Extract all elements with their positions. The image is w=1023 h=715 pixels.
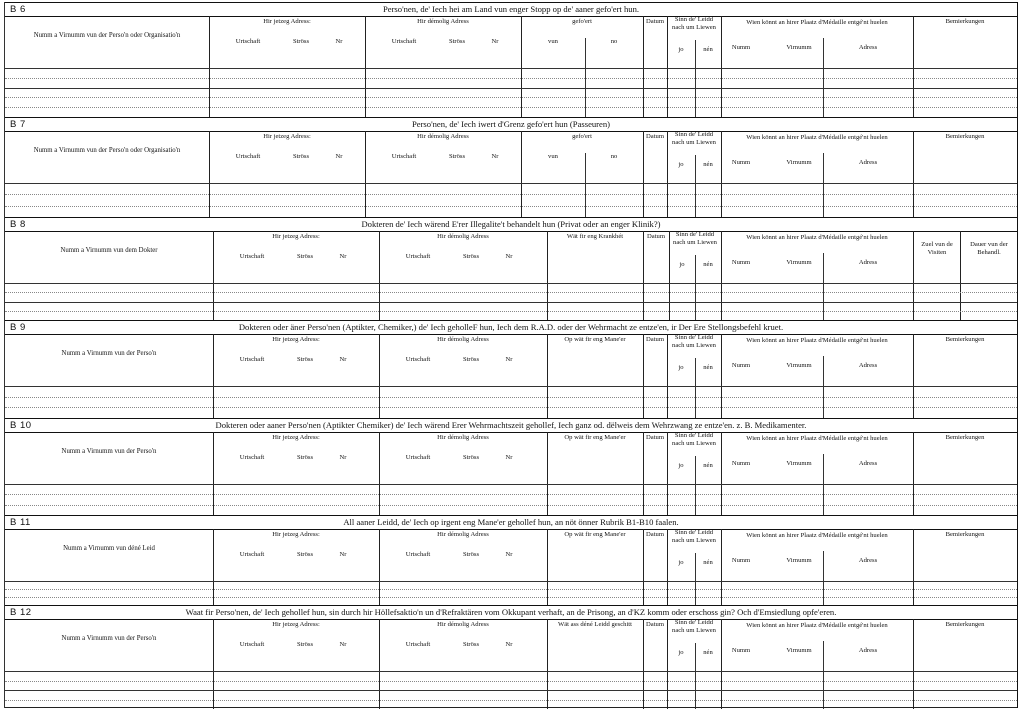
section-b10 [5,418,1017,515]
section-title: Dokteren de' Iech wärend E'rer Illegalite't behandelt hun (Privat oder an enger Klinik?) [361,219,661,229]
section-code: B 11 [10,517,31,528]
col-date: Datum [646,621,664,628]
column-divider [643,529,644,605]
col-medal: Wien könnt an hirer Plaatz d'Médaille entgé'nt huelen [746,234,888,241]
column-divider [913,16,914,117]
column-divider [379,432,380,515]
column-divider [643,131,644,217]
row-divider [5,283,1017,284]
col-town-former: Urtschaft [391,153,417,160]
col-name-header: Numm a Virnumm vun der Perso'n [61,635,157,642]
row-divider [5,690,1017,691]
col-nr: Nr [339,551,347,558]
row-divider [5,386,1017,387]
column-divider [913,432,914,515]
column-divider [547,334,548,418]
col-remarks: Bemierkungen [945,18,985,25]
col-street-former: Ströss [448,153,466,160]
col-name-header: Numm a Virnumm vun der Perso'n oder Organisatio'n [33,147,181,154]
column-divider [913,619,914,709]
col-date: Datum [646,531,664,538]
section-code: B 9 [10,322,26,333]
col-former-address: Hir démolig Adress [437,434,489,441]
col-street: Ströss [296,641,314,648]
col-medal-address: Adress [858,647,878,654]
column-divider [213,529,214,605]
col-medal-address: Adress [858,159,878,166]
col-street-former: Ströss [462,253,480,260]
col-town-former: Urtschaft [391,38,417,45]
column-divider [643,619,644,709]
column-divider [721,529,722,605]
column-divider [721,231,722,320]
section-title: All aaner Leidd, de' Iech op irgent eng Mane'er gehollef hun, an nöt önner Rubrik B1-B10 faalen. [343,517,679,527]
col-street-former: Ströss [462,641,480,648]
section-title: Dokteren oder aaner Perso'nen (Aptikter Chemiker) de' Iech wärend Erer Wehrmachtszeit gehollef, Iech ganz od. dëlweis dem Wehrzwang ze entze'en. z. B. Medikamenter. [215,420,807,430]
col-middle: Op wät fir eng Mane'er [564,531,626,538]
col-from: vun [548,153,558,160]
column-divider [913,334,914,418]
col-middle: Wät fir eng Krankhét [566,233,624,240]
col-nr: Nr [335,153,343,160]
section-header [5,2,1017,17]
col-town-former: Urtschaft [405,253,431,260]
dotted-entry-line [5,589,1017,590]
col-medal: Wien könnt an hirer Plaatz d'Médaille entgé'nt huelen [746,19,888,26]
col-name-header: Numm a Virnumm vun der Perso'n oder Organisatio'n [33,32,181,39]
col-former-address: Hir démolig Adress [437,233,489,240]
column-divider [365,131,366,217]
form-sheet [4,2,1018,708]
row-divider [5,302,1017,303]
col-remarks: Bemierkungen [945,531,985,538]
dotted-entry-line [5,597,1017,598]
column-divider [667,16,668,117]
col-medal-firstname: Virnumm [786,159,812,166]
column-divider [379,619,380,709]
col-name-header: Numm a Virnumm vun der Perso'n [61,448,157,455]
section-code: B 12 [10,607,32,618]
col-middle: Op wät fir eng Mane'er [564,434,626,441]
col-former-address: Hir démolig Adress [437,531,489,538]
col-current-address: Hir jetzeg Adress: [272,531,320,538]
col-nr-former: Nr [505,641,513,648]
col-medal-name: Numm [731,647,751,654]
col-to: no [610,153,618,160]
column-divider [667,619,668,709]
col-medal-address: Adress [858,44,878,51]
col-nr: Nr [339,454,347,461]
col-nr: Nr [339,641,347,648]
col-medal-firstname: Virnumm [786,44,812,51]
dotted-entry-line [5,505,1017,506]
column-divider [721,16,722,117]
column-divider [547,529,548,605]
col-remarks: Bemierkungen [945,133,985,140]
section-code: B 6 [10,4,26,15]
col-no: nén [703,559,713,566]
section-title: Dokteren oder äner Perso'nen (Aptikter, Chemiker,) de' Iech geholleF hun, Iech dem R.A.D. oder der Wehrmacht ze entze'en, ir Der Ere Stellongsbefehl kruet. [238,322,784,332]
col-no: nén [703,161,713,168]
col-nr-former: Nr [505,253,513,260]
col-medal-firstname: Virnumm [786,259,812,266]
section-b11 [5,515,1017,605]
col-nr-former: Nr [491,153,499,160]
section-title: Perso'nen, de' Iech hei am Land vun enger Stopp op de' aaner gefo'ert hun. [382,4,640,14]
col-town: Urtschaft [239,253,265,260]
col-yes: jo [678,161,684,168]
dotted-entry-line [5,107,1017,108]
column-divider [379,529,380,605]
section-b8 [5,217,1017,320]
col-current-address: Hir jetzeg Adress: [272,434,320,441]
col-visits: Zuel vun de Visiten [921,241,953,256]
col-street: Ströss [296,551,314,558]
col-still-alive: Sinn de' Leidd nach um Liewen [672,529,716,544]
col-still-alive: Sinn de' Leidd nach um Liewen [673,231,717,246]
column-divider [721,131,722,217]
col-medal: Wien könnt an hirer Plaatz d'Médaille entgé'nt huelen [746,532,888,539]
col-to: no [610,38,618,45]
col-yes: jo [678,649,684,656]
section-header [5,117,1017,132]
col-nr-former: Nr [491,38,499,45]
col-duration: Dauer vun der Behandl. [970,241,1008,256]
col-yes: jo [678,364,684,371]
row-divider [5,68,1017,69]
column-divider [213,334,214,418]
col-no: nén [703,261,713,268]
section-b12 [5,605,1017,709]
col-medal: Wien könnt an hirer Plaatz d'Médaille entgé'nt huelen [746,435,888,442]
col-still-alive: Sinn de' Leidd nach um Liewen [672,334,716,349]
col-transported: gefo'ert [572,133,592,140]
col-medal: Wien könnt an hirer Plaatz d'Médaille entgé'nt huelen [746,134,888,141]
row-divider [5,484,1017,485]
col-nr: Nr [335,38,343,45]
column-divider [667,131,668,217]
column-divider [643,231,644,320]
column-divider [547,231,548,320]
section-b6 [5,2,1017,117]
col-nr: Nr [339,356,347,363]
col-medal-name: Numm [731,259,751,266]
col-street: Ströss [292,38,310,45]
column-divider [547,619,548,709]
section-header [5,418,1017,433]
col-town-former: Urtschaft [405,454,431,461]
section-b7 [5,117,1017,217]
column-divider [667,529,668,605]
column-divider [643,432,644,515]
col-street: Ströss [296,454,314,461]
section-title: Perso'nen, de' Iech iwert d'Grenz gefo'ert hun (Passeuren) [411,119,611,129]
col-remarks: Bemierkungen [945,434,985,441]
col-town: Urtschaft [239,551,265,558]
col-town: Urtschaft [239,641,265,648]
col-current-address: Hir jetzeg Adress: [263,18,311,25]
section-code: B 10 [10,420,32,431]
col-medal-name: Numm [731,557,751,564]
col-date: Datum [646,336,664,343]
col-still-alive: Sinn de' Leidd nach um Liewen [672,131,716,146]
col-former-address: Hir démolig Adress [437,336,489,343]
column-divider [521,131,522,217]
row-divider [5,88,1017,89]
col-nr-former: Nr [505,356,513,363]
column-divider [213,231,214,320]
column-divider [209,131,210,217]
column-divider [213,432,214,515]
dotted-entry-line [5,78,1017,79]
dotted-entry-line [5,681,1017,682]
column-divider [213,619,214,709]
column-divider [521,16,522,117]
column-divider [721,432,722,515]
col-town-former: Urtschaft [405,551,431,558]
section-code: B 7 [10,119,26,130]
dotted-entry-line [5,97,1017,98]
col-former-address: Hir démolig Adress [417,133,469,140]
col-still-alive: Sinn de' Leidd nach um Liewen [672,432,716,447]
col-date: Datum [646,133,664,140]
col-remarks: Bemierkungen [945,336,985,343]
col-medal-firstname: Virnumm [786,557,812,564]
col-name-header: Numm a Virnumm vun déné Leid [63,545,155,552]
col-medal-address: Adress [858,362,878,369]
section-title: Waat fir Perso'nen, de' Iech gehollef hun, sin durch hir Höllefsaktio'n un d'Refraktären vom Okkupant verhaft, an de Prisong, an d'KZ komm oder erschoss gin? Och d'Emsiedlung opfe'eren. [185,607,837,617]
column-divider [379,231,380,320]
col-name-header: Numm a Virnumm vun dem Dokter [60,247,158,254]
col-street: Ströss [296,356,314,363]
column-divider [667,432,668,515]
col-medal-name: Numm [731,159,751,166]
col-yes: jo [678,46,684,53]
dotted-entry-line [5,292,1017,293]
col-date: Datum [647,233,665,240]
col-date: Datum [646,18,664,25]
column-divider [913,131,914,217]
dotted-entry-line [5,397,1017,398]
col-no: nén [703,462,713,469]
col-town: Urtschaft [239,356,265,363]
section-header [5,217,1017,232]
dotted-entry-line [5,407,1017,408]
col-current-address: Hir jetzeg Adress: [272,621,320,628]
col-yes: jo [678,462,684,469]
column-divider [365,16,366,117]
col-medal: Wien könnt an hirer Plaatz d'Médaille entgé'nt huelen [746,337,888,344]
col-no: nén [703,649,713,656]
col-middle: Op wät fir eng Mane'er [564,336,626,343]
dotted-entry-line [5,194,1017,195]
col-middle: Wät ass déné Leidd geschitt [558,621,632,628]
col-street: Ströss [296,253,314,260]
section-header [5,515,1017,530]
form-bottom-border [5,707,1017,708]
col-town-former: Urtschaft [405,356,431,363]
column-divider [721,334,722,418]
column-divider [379,334,380,418]
col-street-former: Ströss [462,551,480,558]
section-code: B 8 [10,219,26,230]
column-divider [913,529,914,605]
col-medal-name: Numm [731,460,751,467]
column-divider [643,16,644,117]
col-date: Datum [646,434,664,441]
row-divider [5,183,1017,184]
column-divider [547,432,548,515]
column-divider [669,231,670,320]
col-still-alive: Sinn de' Leidd nach um Liewen [672,16,716,31]
col-no: nén [703,364,713,371]
column-divider [721,619,722,709]
col-current-address: Hir jetzeg Adress: [272,233,320,240]
col-transported: gefo'ert [572,18,592,25]
col-medal-firstname: Virnumm [786,647,812,654]
col-current-address: Hir jetzeg Adress: [263,133,311,140]
col-former-address: Hir démolig Adress [417,18,469,25]
section-b9 [5,320,1017,418]
col-medal-address: Adress [858,557,878,564]
col-nr-former: Nr [505,454,513,461]
row-divider [5,581,1017,582]
column-divider [585,153,586,217]
dotted-entry-line [5,206,1017,207]
col-town: Urtschaft [235,153,261,160]
col-street-former: Ströss [462,454,480,461]
col-medal-name: Numm [731,362,751,369]
column-divider [643,334,644,418]
section-header [5,320,1017,335]
col-town: Urtschaft [239,454,265,461]
col-medal-name: Numm [731,44,751,51]
col-current-address: Hir jetzeg Adress: [272,336,320,343]
dotted-entry-line [5,494,1017,495]
col-medal-firstname: Virnumm [786,460,812,467]
col-nr-former: Nr [505,551,513,558]
dotted-entry-line [5,311,1017,312]
col-former-address: Hir démolig Adress [437,621,489,628]
col-town: Urtschaft [235,38,261,45]
col-no: nén [703,46,713,53]
col-name-header: Numm a Virnumm vun der Perso'n [61,350,157,357]
col-nr: Nr [339,253,347,260]
col-street: Ströss [292,153,310,160]
col-street-former: Ströss [462,356,480,363]
col-yes: jo [679,261,685,268]
row-divider [5,671,1017,672]
col-town-former: Urtschaft [405,641,431,648]
section-header [5,605,1017,620]
col-medal-firstname: Virnumm [786,362,812,369]
col-medal-address: Adress [858,460,878,467]
col-remarks: Bemierkungen [945,621,985,628]
col-still-alive: Sinn de' Leidd nach um Liewen [672,619,716,634]
col-medal-address: Adress [858,259,878,266]
column-divider [209,16,210,117]
dotted-entry-line [5,700,1017,701]
col-from: vun [548,38,558,45]
col-medal: Wien könnt an hirer Plaatz d'Médaille entgé'nt huelen [746,622,888,629]
column-divider [667,334,668,418]
col-street-former: Ströss [448,38,466,45]
col-yes: jo [678,559,684,566]
